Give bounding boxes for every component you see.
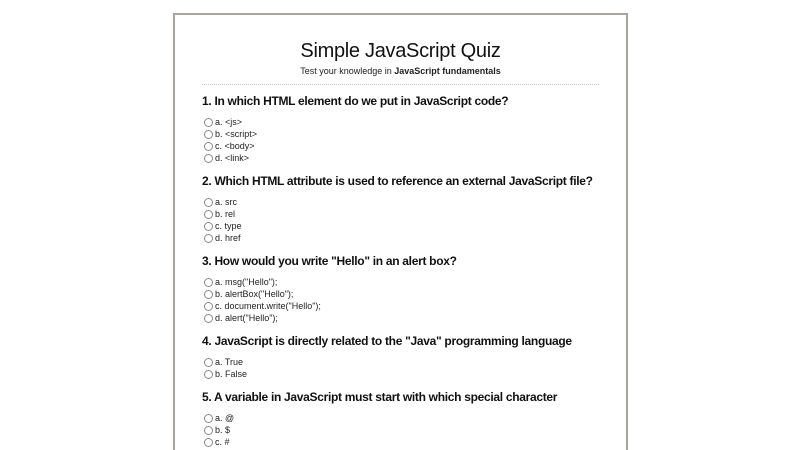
question-title: 2. Which HTML attribute is used to reference an external JavaScript file? <box>202 174 593 188</box>
option-label: c. type <box>215 221 242 231</box>
page-subtitle <box>175 66 626 76</box>
option-label: d. href <box>215 233 241 243</box>
header-divider <box>202 84 599 85</box>
option-5c[interactable] <box>204 436 557 448</box>
answer-options <box>204 276 457 324</box>
question-title: 4. JavaScript is directly related to the "Java" programming language <box>202 334 572 348</box>
option-label: d. <link> <box>215 153 250 163</box>
option-1b[interactable] <box>204 128 508 140</box>
option-label: b. alertBox("Hello"); <box>215 289 294 299</box>
radio-button[interactable] <box>204 154 213 163</box>
radio-button[interactable] <box>204 426 213 435</box>
radio-button[interactable] <box>204 210 213 219</box>
option-label: a. src <box>215 197 238 207</box>
radio-button[interactable] <box>204 222 213 231</box>
option-3c[interactable] <box>204 300 457 312</box>
subtitle-prefix: Test your knowledge in <box>300 66 395 76</box>
answer-options <box>204 116 508 164</box>
option-1a[interactable] <box>204 116 508 128</box>
option-label: b. $ <box>215 425 231 435</box>
option-2a[interactable] <box>204 196 593 208</box>
option-label: d. alert("Hello"); <box>215 313 278 323</box>
subtitle-topic: JavaScript fundamentals <box>394 66 501 76</box>
option-2d[interactable] <box>204 232 593 244</box>
radio-button[interactable] <box>204 234 213 243</box>
radio-button[interactable] <box>204 130 213 139</box>
option-5a[interactable] <box>204 412 557 424</box>
radio-button[interactable] <box>204 118 213 127</box>
answer-options <box>204 356 572 380</box>
option-2b[interactable] <box>204 208 593 220</box>
radio-button[interactable] <box>204 414 213 423</box>
option-3d[interactable] <box>204 312 457 324</box>
question-title: 1. In which HTML element do we put in JavaScript code? <box>202 94 509 108</box>
question-4 <box>202 333 572 380</box>
option-3a[interactable] <box>204 276 457 288</box>
question-3 <box>202 253 457 324</box>
radio-button[interactable] <box>204 290 213 299</box>
option-4b[interactable] <box>204 368 572 380</box>
question-title: 5. A variable in JavaScript must start with which special character <box>202 390 558 404</box>
option-label: b. rel <box>215 209 236 219</box>
radio-button[interactable] <box>204 278 213 287</box>
answer-options <box>204 196 593 244</box>
question-5 <box>202 389 557 450</box>
radio-button[interactable] <box>204 438 213 447</box>
option-5b[interactable] <box>204 424 557 436</box>
option-label: b. False <box>215 369 248 379</box>
quiz-card <box>173 13 628 450</box>
radio-button[interactable] <box>204 358 213 367</box>
option-label: c. <body> <box>215 141 255 151</box>
question-title: 3. How would you write "Hello" in an alert box? <box>202 254 457 268</box>
radio-button[interactable] <box>204 198 213 207</box>
option-label: c. # <box>215 437 230 447</box>
option-label: a. True <box>215 357 244 367</box>
radio-button[interactable] <box>204 314 213 323</box>
option-label: c. document.write("Hello"); <box>215 301 321 311</box>
option-1d[interactable] <box>204 152 508 164</box>
question-1 <box>202 93 508 164</box>
radio-button[interactable] <box>204 302 213 311</box>
option-label: a. @ <box>215 413 235 423</box>
radio-button[interactable] <box>204 370 213 379</box>
question-2 <box>202 173 593 244</box>
option-1c[interactable] <box>204 140 508 152</box>
option-label: a. msg("Hello"); <box>215 277 278 287</box>
option-label: b. <script> <box>215 129 258 139</box>
option-label: a. <js> <box>215 117 243 127</box>
radio-button[interactable] <box>204 142 213 151</box>
option-3b[interactable] <box>204 288 457 300</box>
page-title: Simple JavaScript Quiz <box>300 40 501 62</box>
answer-options <box>204 412 557 450</box>
option-4a[interactable] <box>204 356 572 368</box>
option-2c[interactable] <box>204 220 593 232</box>
